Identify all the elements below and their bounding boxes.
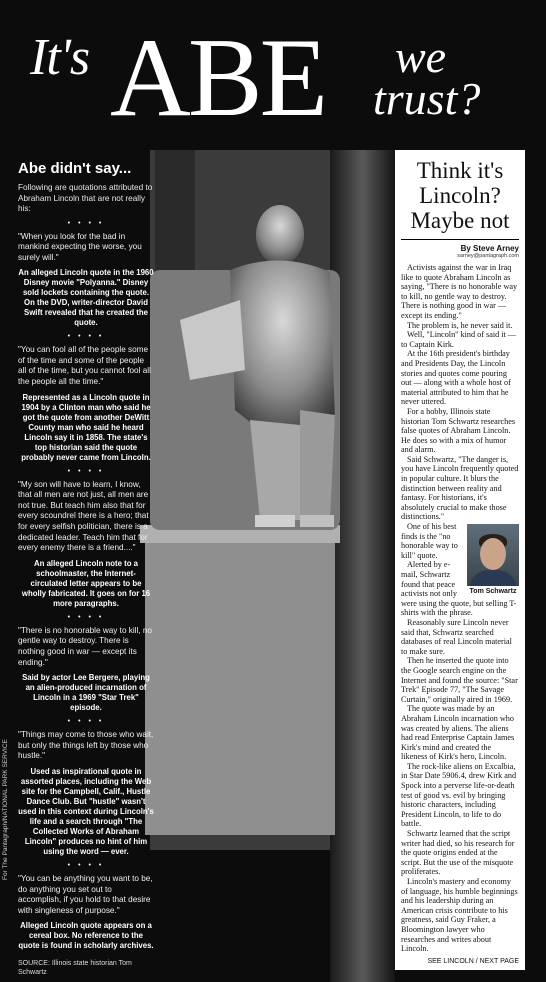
paragraph: The problem is, he never said it. xyxy=(407,320,513,330)
misquote-3-note: An alleged Lincoln note to a schoolmaster, the Internet-circulated letter appears to be wholly fabricated. It goes on for 16 more paragraphs. xyxy=(21,558,151,608)
separator-dots: • • • • xyxy=(67,333,105,341)
separator-dots: • • • • xyxy=(67,467,105,475)
sidebar-intro: Following are quotations attributed to Abraham Lincoln that are not really his: xyxy=(18,183,153,213)
misquote-5: "Things may come to those who wait, but only the things left by those who hustle." xyxy=(18,730,154,761)
paragraph: The quote was made by an Abraham Lincoln incarnation who was created by aliens. The aliens had read Enterprise Captain James Kirk's mind and created the likeness of Kirk's hero, Lincoln. xyxy=(401,704,515,762)
misquote-sidebar xyxy=(18,160,154,977)
misquote-1-note: An alleged Lincoln quote in the 1960 Disney movie "Polyanna." Disney sold lockets containing the quote. On the DVD, writer-director David Swift revealed that he created the quote. xyxy=(18,268,154,328)
paragraph: Activists against the war in Iraq like to quote Abraham Lincoln as saying, "There is no honorable way to kill, no gentle way to destroy. There is nothing good in war — except its ending." xyxy=(401,263,518,320)
paragraph: Said Schwartz, "The danger is, you have Lincoln frequently quoted in popular culture. It blurs the distinction between reality and fantasy. For historians, it's absolutely crucial to make those distinctions." xyxy=(401,454,519,522)
misquote-2-note: Represented as a Lincoln quote in 1904 by a Clinton man who said he got the quote from another DeWitt County man who said he heard Lincoln say it in 1858. The state's top historian said the quote probably never came from Lincoln. xyxy=(21,392,151,462)
mugshot-photo xyxy=(467,524,519,586)
jump-line[interactable]: SEE LINCOLN / NEXT PAGE xyxy=(427,957,519,965)
photo-credit: For The Pantagraph/NATIONAL PARK SERVICE xyxy=(2,739,9,880)
misquote-5-note: Used as inspirational quote in assorted places, including the Web site for the Campbell, Calif., Hustle Dance Club. But "hustle" wasn't used in this context during Lincoln's life and a search through "The Collected Works of Abraham Lincoln" produces no hint of him using the word — ever. xyxy=(18,766,154,856)
misquote-2: "You can fool all of the people some of the time and some of the people all of the time, but you cannot fool all the people all the time." xyxy=(18,345,151,387)
article-body xyxy=(401,263,519,954)
sidebar-source: SOURCE: Illinois state historian Tom Schwartz xyxy=(18,960,132,977)
misquote-3: "My son will have to learn, I know, that all men are not just, all men are not true. But teach him also that for every scoundrel there is a hero; that for every selfish politician, there is a dedicated leader. Teach him that for every enemy there is a friend...." xyxy=(18,479,149,553)
headline-trust: trust? xyxy=(373,73,481,124)
paragraph: Lincoln's mastery and economy of language, his humble beginnings and his leadership during an American crisis contribute to his greatness, said Guy Fraker, a Bloomington lawyer who researches and writes about Lincoln. xyxy=(401,877,518,954)
paragraph: One of his best finds is the "no honorable way to kill" quote. xyxy=(401,522,458,560)
paragraph: Schwartz learned that the script writer had died, so his research for the quote origins ended at the script. But the use of the misquote proliferates. xyxy=(401,829,515,877)
paragraph: Alerted by e-mail, Schwartz found that peace activists not only were using the quote, but selling T-shirts with the phrase. xyxy=(401,560,517,618)
sidebar-heading: Abe didn't say... xyxy=(18,160,132,177)
separator-dots: • • • • xyxy=(67,613,105,621)
misquote-4-note: Said by actor Lee Bergere, playing an alien-produced incarnation of Lincoln in a 1969 "Star Trek" episode. xyxy=(22,673,150,713)
headline-its: It's xyxy=(30,29,90,86)
paragraph: For a hobby, Illinois state historian Tom Schwartz researches false quotes of Abraham Lincoln. He does so with a mix of humor and alarm. xyxy=(401,406,516,455)
separator-dots: • • • • xyxy=(67,219,105,227)
paragraph: Reasonably sure Lincoln never said that, Schwartz searched databases of real Lincoln material to make sure. xyxy=(401,617,512,656)
headline xyxy=(0,0,546,150)
misquote-4: "There is no honorable way to kill, no gentle way to destroy. There is nothing good in war — except its ending." xyxy=(18,625,152,667)
article-title: Think it's Lincoln? Maybe not xyxy=(410,158,510,233)
separator-dots: • • • • xyxy=(67,718,105,726)
separator-dots: • • • • xyxy=(67,861,105,869)
misquote-6-note: Alleged Lincoln quote appears on a cereal box. No reference to the quote is found in scholarly archives. xyxy=(18,921,154,951)
byline-email: sarney@pantagraph.com xyxy=(457,253,519,259)
byline: By Steve Arney xyxy=(460,244,519,253)
headline-abe: ABE xyxy=(110,16,325,140)
paragraph: At the 16th president's birthday and Presidents Day, the Lincoln stories and quotes come pouring out — along with a whole host of material attributed to him that he never uttered. xyxy=(401,349,511,407)
article xyxy=(395,150,525,970)
misquote-6: "You can be anything you want to be, do anything you set out to accomplish, if you hold to that desire with singleness of purpose." xyxy=(18,873,153,915)
paragraph: The rock-like aliens on Excalbia, in Star Date 5906.4, drew Kirk and Spock into a perverse life-or-death test of good vs. evil by bringing historic characters, including President Lincoln, to life to do battle. xyxy=(401,761,517,829)
paragraph: Well, "Lincoln" kind of said it — to Captain Kirk. xyxy=(401,330,517,349)
mugshot-caption: Tom Schwartz xyxy=(469,588,517,596)
paragraph: Then he inserted the quote into the Google search engine on the Internet and found the source: "Star Trek" Episode 77, "The Savage Curtain," originally aired in 1969. xyxy=(401,656,518,704)
headline-we: we xyxy=(395,31,447,82)
misquote-1: "When you look for the bad in mankind expecting the worse, you surely will." xyxy=(18,231,142,262)
title-rule xyxy=(401,239,519,240)
mugshot xyxy=(467,524,519,596)
